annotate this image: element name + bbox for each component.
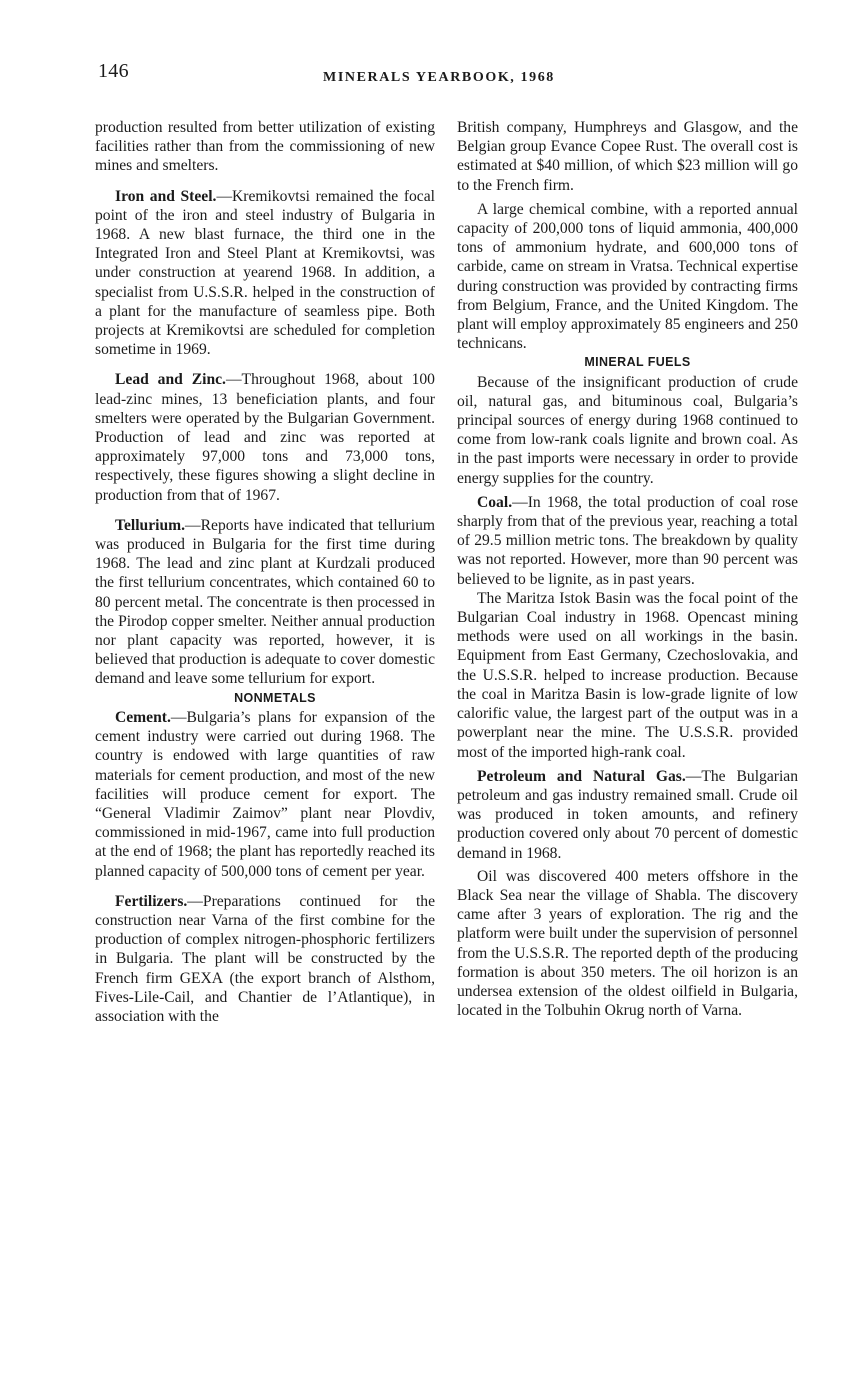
cement-heading: Cement. [115, 708, 171, 726]
fertilizers-text: —Preparations continued for the construction near Varna of the first combine for the production of complex nitrogen-phosphoric fertilizers in Bulgaria. The plant will be constructed by the French firm GEXA (the export branch of Alsthom, Fives-Lile-Cail, and Chantier de l’Atlantique), in association with the [95, 892, 435, 1025]
coal-heading: Coal. [477, 493, 513, 511]
tellurium-paragraph [95, 516, 435, 689]
fuels-intro-paragraph: Because of the insignificant production of crude oil, natural gas, and bituminous coal, Bulgaria’s principal sources of energy during 1968 continued to come from low-rank coals lignite and brown coal. As in the past imports were necessary in order to provide energy supplies for the country. [457, 373, 798, 487]
mineral-fuels-heading: MINERAL FUELS [584, 355, 691, 370]
iron-steel-paragraph [95, 187, 435, 360]
petroleum-paragraph [457, 767, 798, 863]
coal-paragraph [457, 493, 798, 589]
iron-steel-heading: Iron and Steel. [115, 187, 217, 205]
lead-zinc-text: —Throughout 1968, about 100 lead-zinc mines, 13 beneficiation plants, and four smelters were operated by the Bulgarian Government. Production of lead and zinc was reported at approximately 97,000 tons and 73,000 tons, respectively, these figures showing a slight decline in production from that of 1967. [95, 371, 435, 504]
petroleum-heading: Petroleum and Natural Gas. [477, 767, 686, 785]
fertilizers-heading: Fertilizers. [115, 892, 188, 910]
oil-discovery-paragraph: Oil was discovered 400 meters offshore in the Black Sea near the village of Shabla. The discovery came after 3 years of exploration. The rig and the platform were built under the supervision of personnel from the U.S.S.R. The reported depth of the producing formation is about 350 meters. The oil horizon is an undersea extension of the oldest oilfield in Bulgaria, located in the Tolbuhin Okrug north of Varna. [457, 867, 798, 1020]
cement-text: —Bulgaria’s plans for expansion of the cement industry were carried out during 1968. The country is endowed with large quantities of raw materials for cement production, and most of the new facilities will produce cement for export. The “General Vladimir Zaimov” plant near Plovdiv, commissioned in mid-1967, came into full production at the end of 1968; the plant has reportedly reached its planned capacity of 500,000 tons of cement per year. [95, 708, 435, 880]
left-column [95, 118, 435, 1026]
lead-zinc-heading: Lead and Zinc. [115, 371, 226, 389]
coal-text: —In 1968, the total production of coal rose sharply from that of the previous year, reaching a total of 29.5 million metric tons. The breakdown by quality was not reported. However, more than 90 percent was believed to be lignite, as in past years. [457, 493, 798, 588]
maritza-paragraph: The Maritza Istok Basin was the focal point of the Bulgarian Coal industry in 1968. Opencast mining methods were used on all workings in the basin. Equipment from East Germany, Czechoslovakia, and the U.S.S.R. helped to increase production. Because the coal in Maritza Basin is low-grade lignite of low calorific value, the largest part of the output was in a powerplant near the mine. The U.S.S.R. provided most of the imported high-rank coal. [457, 589, 798, 761]
lead-zinc-paragraph [95, 370, 435, 504]
tellurium-text: —Reports have indicated that tellurium was produced in Bulgaria for the first time during 1968. The lead and zinc plant at Kurdzali produced the first tellurium concentrates, which contained 60 to 80 percent metal. The concentrate is then processed in the Pirodop copper smelter. Neither annual production nor plant capacity was reported, however, it is believed that production is adequate to cover domestic demand and leave some tellurium for export. [95, 516, 435, 688]
nonmetals-heading: NONMETALS [234, 690, 316, 705]
right-column [457, 118, 798, 1020]
running-head: MINERALS YEARBOOK, 1968 [323, 70, 555, 85]
chemical-combine-paragraph: A large chemical combine, with a reported annual capacity of 200,000 tons of liquid ammonia, 400,000 tons of ammonium hydrate, and 600,000 tons of carbide, came on stream in Vratsa. Technical expertise during construction was provided by contracting firms from Belgium, France, and the United Kingdom. The plant will employ approximately 85 engineers and 250 technicans. [457, 200, 798, 353]
cement-paragraph [95, 708, 435, 881]
fertilizers-paragraph [95, 892, 435, 1026]
petroleum-text: —The Bulgarian petroleum and gas industry remained small. Crude oil was produced in token amounts, and refinery production covered only about 70 percent of domestic demand in 1968. [457, 767, 798, 862]
iron-steel-text: —Kremikovtsi remained the focal point of the iron and steel industry of Bulgaria in 1968. A new blast furnace, the third one in the Integrated Iron and Steel Plant at Kremikovtsi, was under construction at yearend 1968. In addition, a specialist from U.S.S.R. helped in the construction of a plant for the manufacture of seamless pipe. Both projects at Kremikovtsi are scheduled for completion sometime in 1969. [95, 187, 435, 359]
tellurium-heading: Tellurium. [115, 516, 186, 534]
continuation-paragraph: production resulted from better utilization of existing facilities rather than from the commissioning of new mines and smelters. [95, 119, 435, 175]
continuation-paragraph: British company, Humphreys and Glasgow, and the Belgian group Evance Copee Rust. The overall cost is estimated at $40 million, of which $23 million will go to the French firm. [457, 119, 798, 194]
page-number: 146 [98, 60, 129, 82]
